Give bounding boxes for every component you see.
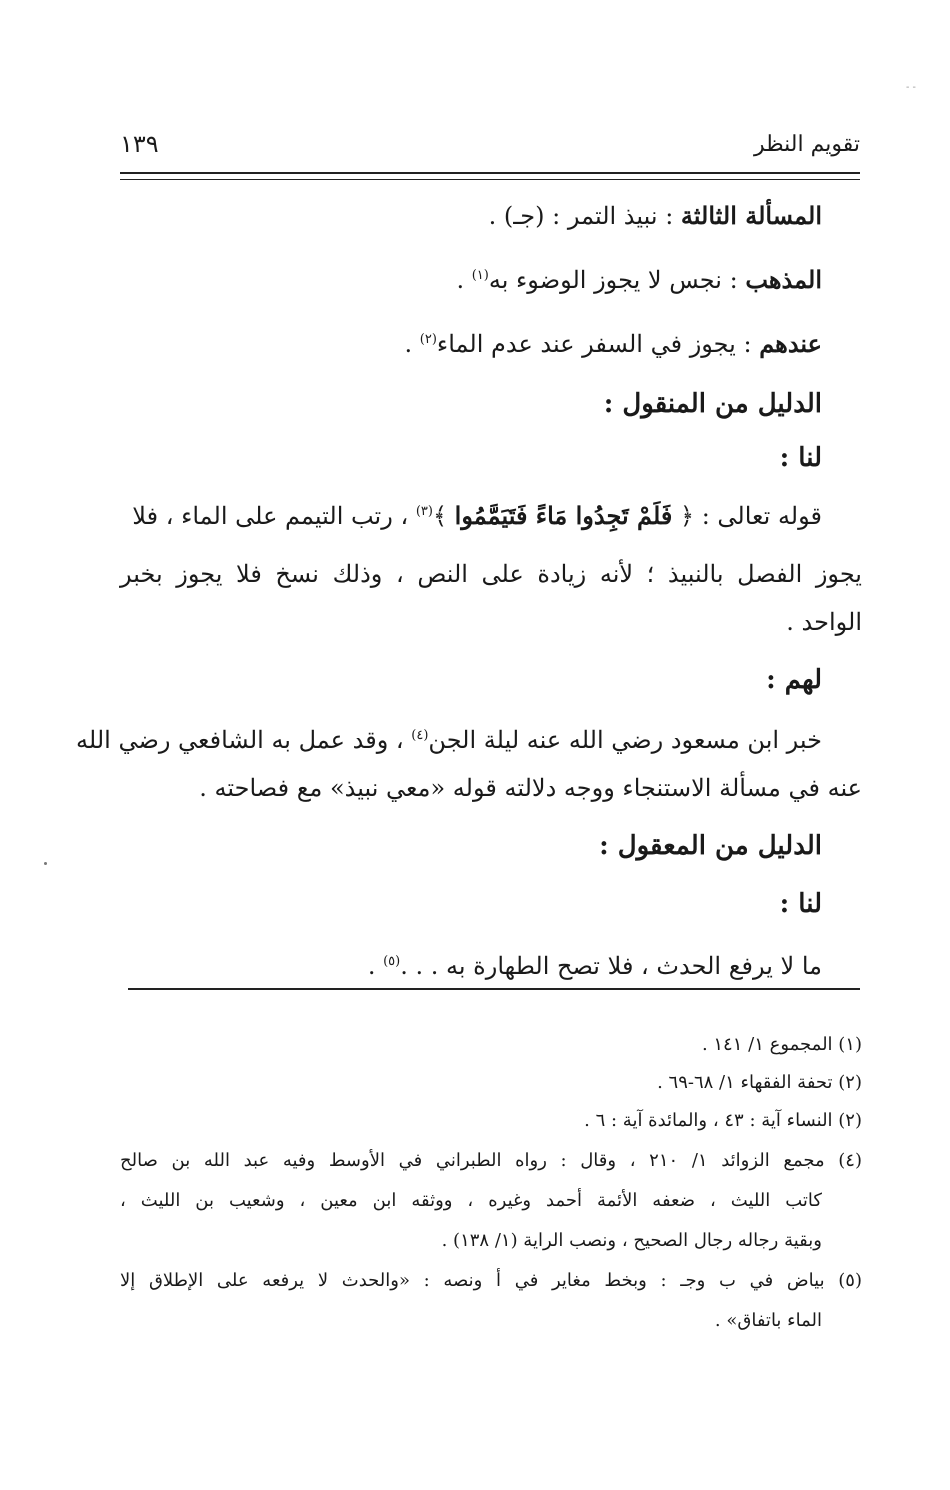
indahum-text: : يجوز في السفر عند عدم الماء xyxy=(436,330,760,358)
heading-maqul: الدليل من المعقول : xyxy=(599,831,822,861)
margin-speck xyxy=(44,862,47,865)
lahum-heading: لهم : xyxy=(766,665,822,695)
quran-verse: فَلَمْ تَجِدُوا مَاءً فَتَيَمَّمُوا xyxy=(454,501,673,530)
footnote-3: (٢) النساء آية : ٤٣ ، والمائدة آية : ٦ . xyxy=(584,1110,862,1131)
madhab-text: : نجس لا يجوز الوضوء به xyxy=(488,266,746,294)
footnote-4-line-3: وبقية رجاله رجال الصحيح ، ونصب الراية (١/ ١٣٨) . xyxy=(441,1230,822,1251)
footnote-separator xyxy=(128,988,860,990)
footnote-ref-4: (٤) xyxy=(411,728,429,743)
proof-para-line-2: يجوز الفصل بالنبيذ ؛ لأنه زيادة على النص ، وذلك نسخ فلا يجوز بخبر xyxy=(120,560,862,588)
issue-line xyxy=(489,198,822,234)
footnote-1: (١) المجموع ١/ ١٤١ . xyxy=(701,1034,862,1055)
footnote-ref-5: (٥) xyxy=(383,954,401,969)
heading-manqul: الدليل من المنقول : xyxy=(603,389,822,419)
footnote-5-line-2: الماء باتفاق» . xyxy=(714,1310,822,1331)
footnote-4-line-2: كاتب الليث ، ضعفه الأئمة أحمد وغيره ، ووثقه ابن معين ، وشعيب بن الليث ، xyxy=(120,1190,822,1211)
footnote-5-line-1: (٥) بياض في ب وجـ : وبخط مغاير في أ ونصه : «والحدث لا يرفعه على الإطلاق إلا xyxy=(120,1270,862,1291)
footnote-2: (٢) تحفة الفقهاء ١/ ٦٨-٦٩ . xyxy=(657,1072,862,1093)
report-para-line-1: خبر ابن مسعود رضي الله عنه ليلة الجن$^{(٤)}$ ، وقد عمل به الشافعي رضي الله xyxy=(76,726,822,754)
corner-mark: - - xyxy=(906,82,916,93)
lana-heading-1: لنا : xyxy=(779,443,822,473)
running-title: تقويم النظر xyxy=(753,132,860,157)
footnote-4-line-1: (٤) مجمع الزوائد ١/ ٢١٠ ، وقال : رواه الطبراني في الأوسط وفيه عبد الله بن صالح xyxy=(120,1150,862,1171)
header-rule xyxy=(120,172,860,180)
footnote-ref-2: (٢) xyxy=(419,332,437,347)
running-header xyxy=(120,128,860,168)
indahum-line: عندهم : يجوز في السفر عند عدم الماء$^{(٢)}$ . xyxy=(404,329,822,358)
madhab-line: المذهب : نجس لا يجوز الوضوء به$^{(١)}$ . xyxy=(456,265,822,294)
indahum-label: عندهم xyxy=(759,329,822,358)
page-number: ١٣٩ xyxy=(120,130,159,158)
proof-para-line-3: الواحد . xyxy=(786,608,862,636)
madhab-label: المذهب xyxy=(745,265,822,294)
proof-para-line-1: قوله تعالى : ﴿ فَلَمْ تَجِدُوا مَاءً فَتَيَمَّمُوا ﴾$^{(٣)}$ ، رتب التيمم على الماء ، فلا xyxy=(132,501,822,530)
issue-text: : نبيذ التمر : (جـ) . xyxy=(488,202,681,230)
issue-label: المسألة الثالثة xyxy=(680,201,822,230)
reason-line: ما لا يرفع الحدث ، فلا تصح الطهارة به . . .$^{(٥)}$ . xyxy=(367,952,822,980)
lana-heading-2: لنا : xyxy=(779,889,822,919)
footnote-ref-1: (١) xyxy=(471,268,489,283)
report-para-line-2: عنه في مسألة الاستنجاء ووجه دلالته قوله «معي نبيذ» مع فصاحته . xyxy=(199,774,862,802)
footnote-ref-3: (٣) xyxy=(415,504,433,519)
